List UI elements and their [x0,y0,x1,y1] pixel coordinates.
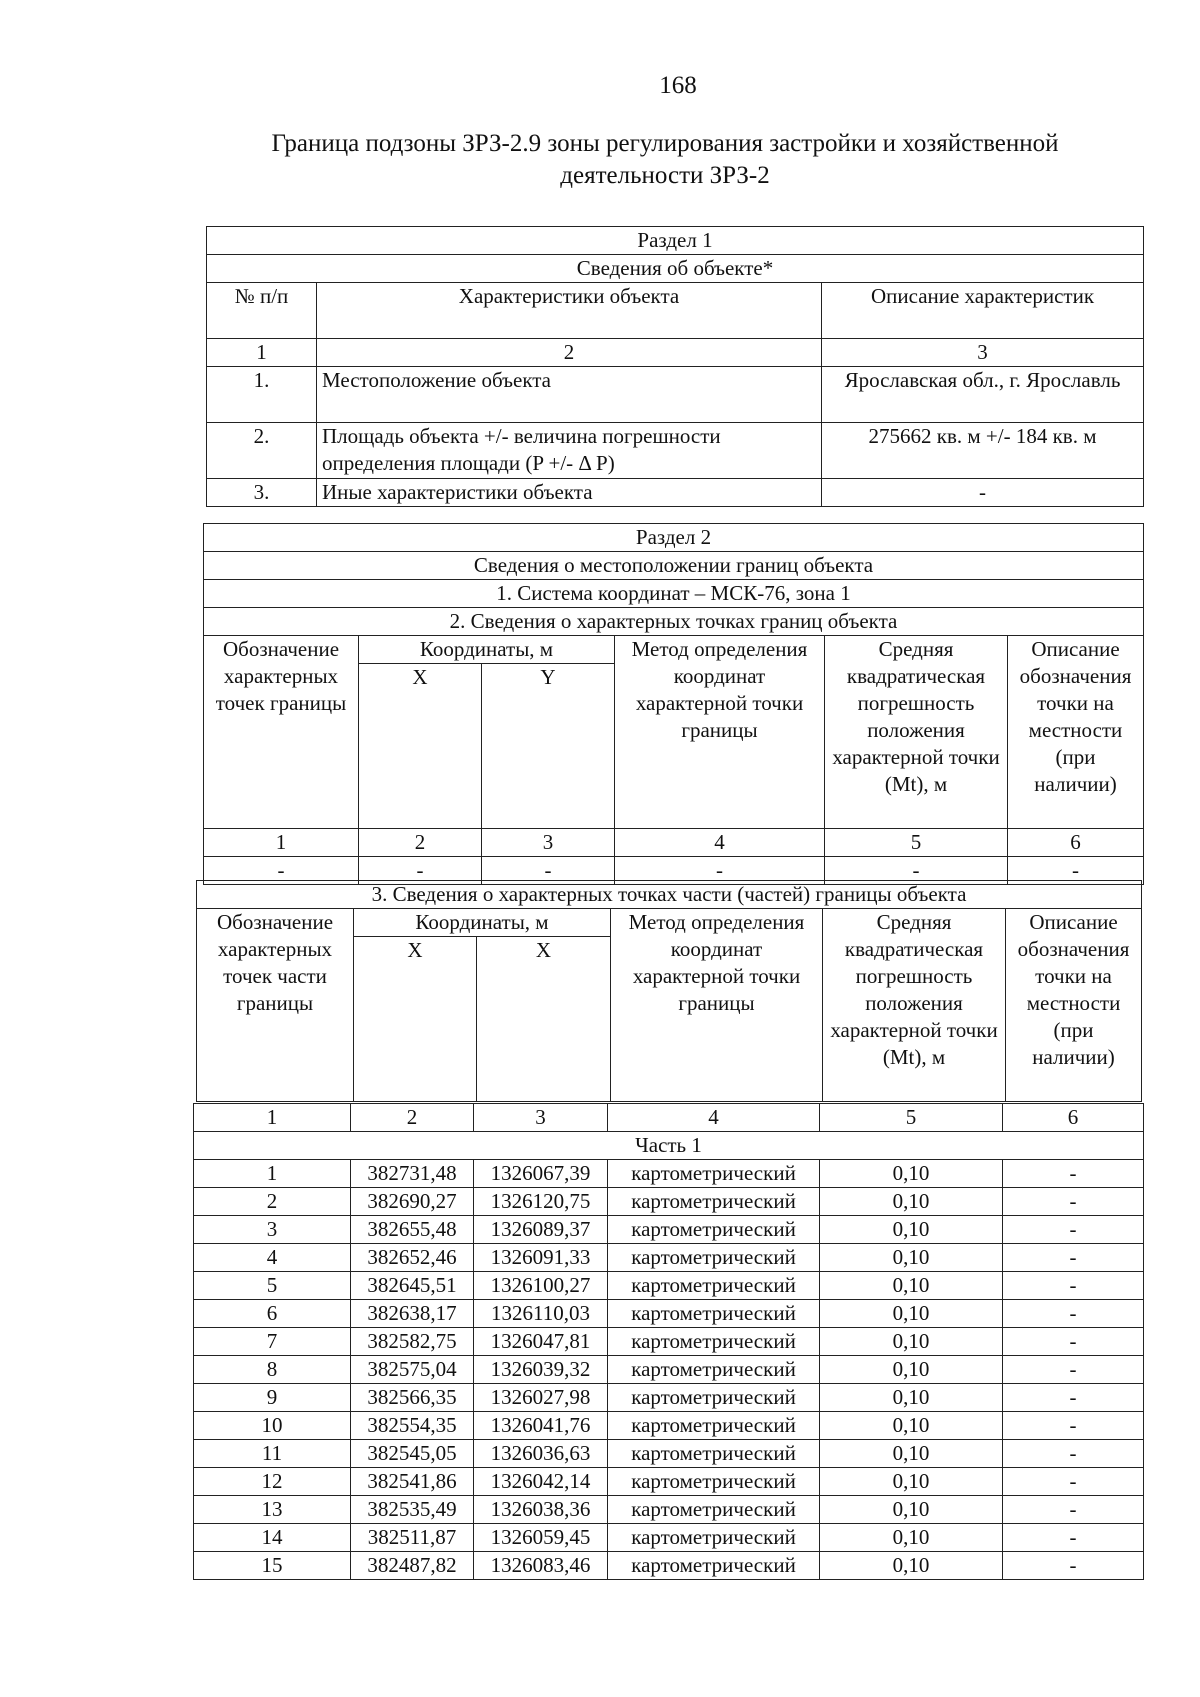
point-mt: 0,10 [820,1356,1003,1384]
point-x: 382731,48 [351,1160,474,1188]
document-title [200,128,1130,192]
part-label: Часть 1 [194,1132,1144,1160]
col-header-x: X [359,664,482,829]
col-number: 3 [822,339,1144,367]
empty-cell: - [825,857,1008,885]
table-row [194,1216,1144,1244]
point-description: - [1003,1524,1144,1552]
title-line-2: деятельности ЗРЗ-2 [560,162,770,189]
table-row [194,1412,1144,1440]
point-method: картометрический [608,1244,820,1272]
point-number: 3 [194,1216,351,1244]
point-mt: 0,10 [820,1496,1003,1524]
point-y: 1326067,39 [474,1160,608,1188]
point-x: 382566,35 [351,1384,474,1412]
section3-heading: 3. Сведения о характерных точках части (частей) границы объекта [197,881,1142,909]
point-mt: 0,10 [820,1300,1003,1328]
point-x: 382645,51 [351,1272,474,1300]
point-number: 2 [194,1188,351,1216]
table-row [194,1272,1144,1300]
point-mt: 0,10 [820,1440,1003,1468]
col-header-point-description: Описание обозначения точки на местности (при наличии) [1008,636,1144,829]
section2-subheading: Сведения о местоположении границ объекта [204,552,1144,580]
table-row [194,1328,1144,1356]
col-header-error: Средняя квадратическая погрешность положения характерной точки (Mt), м [823,909,1006,1102]
point-y: 1326042,14 [474,1468,608,1496]
point-method: картометрический [608,1496,820,1524]
point-x: 382545,05 [351,1440,474,1468]
table-row [194,1384,1144,1412]
coord-system: 1. Система координат – МСК-76, зона 1 [204,580,1144,608]
point-y: 1326036,63 [474,1440,608,1468]
table-row [194,1440,1144,1468]
point-mt: 0,10 [820,1244,1003,1272]
part-boundary-header-table [196,880,1142,1102]
empty-cell: - [204,857,359,885]
point-x: 382655,48 [351,1216,474,1244]
point-y: 1326100,27 [474,1272,608,1300]
point-number: 8 [194,1356,351,1384]
point-number: 1 [194,1160,351,1188]
point-number: 6 [194,1300,351,1328]
row-num: 2. [207,423,317,479]
point-description: - [1003,1160,1144,1188]
point-method: картометрический [608,1440,820,1468]
point-x: 382535,49 [351,1496,474,1524]
col-number: 2 [351,1104,474,1132]
point-x: 382554,35 [351,1412,474,1440]
empty-cell: - [359,857,482,885]
point-description: - [1003,1412,1144,1440]
point-number: 12 [194,1468,351,1496]
point-x: 382582,75 [351,1328,474,1356]
table-row [194,1468,1144,1496]
table-row [194,1552,1144,1580]
point-y: 1326083,46 [474,1552,608,1580]
col-number: 1 [204,829,359,857]
object-info-table [206,226,1144,507]
point-method: картометрический [608,1524,820,1552]
col-number: 1 [194,1104,351,1132]
point-method: картометрический [608,1384,820,1412]
point-method: картометрический [608,1412,820,1440]
col-number: 2 [317,339,822,367]
point-number: 7 [194,1328,351,1356]
point-number: 15 [194,1552,351,1580]
point-mt: 0,10 [820,1160,1003,1188]
point-x: 382511,87 [351,1524,474,1552]
col-number: 6 [1008,829,1144,857]
col-number: 3 [474,1104,608,1132]
row-name: Местоположение объекта [317,367,822,423]
point-mt: 0,10 [820,1328,1003,1356]
point-description: - [1003,1328,1144,1356]
col-number: 3 [482,829,615,857]
col-number: 5 [820,1104,1003,1132]
point-number: 4 [194,1244,351,1272]
col-number: 2 [359,829,482,857]
col-header-coords: Координаты, м [354,909,611,937]
empty-cell: - [1008,857,1144,885]
point-x: 382487,82 [351,1552,474,1580]
point-description: - [1003,1188,1144,1216]
point-x: 382652,46 [351,1244,474,1272]
col-number: 6 [1003,1104,1144,1132]
point-y: 1326041,76 [474,1412,608,1440]
point-mt: 0,10 [820,1384,1003,1412]
point-mt: 0,10 [820,1412,1003,1440]
boundary-info-table [203,523,1144,885]
table-row [194,1496,1144,1524]
table-row [194,1160,1144,1188]
point-y: 1326120,75 [474,1188,608,1216]
col-header-error: Средняя квадратическая погрешность положения характерной точки (Mt), м [825,636,1008,829]
point-method: картометрический [608,1300,820,1328]
point-description: - [1003,1300,1144,1328]
empty-cell: - [615,857,825,885]
point-mt: 0,10 [820,1468,1003,1496]
table-row [194,1300,1144,1328]
point-number: 5 [194,1272,351,1300]
point-number: 14 [194,1524,351,1552]
point-description: - [1003,1552,1144,1580]
point-mt: 0,10 [820,1524,1003,1552]
point-method: картометрический [608,1188,820,1216]
col-header-y: Y [482,664,615,829]
point-method: картометрический [608,1356,820,1384]
point-number: 11 [194,1440,351,1468]
point-description: - [1003,1356,1144,1384]
point-y: 1326059,45 [474,1524,608,1552]
point-x: 382690,27 [351,1188,474,1216]
point-method: картометрический [608,1552,820,1580]
empty-cell: - [482,857,615,885]
table-row [194,1244,1144,1272]
point-method: картометрический [608,1160,820,1188]
point-x: 382638,17 [351,1300,474,1328]
section1-heading: Раздел 1 [207,227,1144,255]
point-number: 9 [194,1384,351,1412]
point-number: 10 [194,1412,351,1440]
point-mt: 0,10 [820,1216,1003,1244]
page-number: 168 [659,72,697,99]
row-value: - [822,479,1144,507]
row-name: Площадь объекта +/- величина погрешности определения площади (P +/- Δ P) [317,423,822,479]
point-y: 1326047,81 [474,1328,608,1356]
section2-heading: Раздел 2 [204,524,1144,552]
col-header-characteristics: Характеристики объекта [317,283,822,339]
point-y: 1326027,98 [474,1384,608,1412]
title-line-1: Граница подзоны ЗРЗ-2.9 зоны регулирования застройки и хозяйственной [271,130,1059,157]
point-mt: 0,10 [820,1272,1003,1300]
table-row [194,1188,1144,1216]
point-y: 1326039,32 [474,1356,608,1384]
row-name: Иные характеристики объекта [317,479,822,507]
point-description: - [1003,1468,1144,1496]
row-value: 275662 кв. м +/- 184 кв. м [822,423,1144,479]
row-value: Ярославская обл., г. Ярославль [822,367,1144,423]
point-method: картометрический [608,1468,820,1496]
table-row [194,1356,1144,1384]
col-header-y: X [477,937,611,1102]
point-x: 382575,04 [351,1356,474,1384]
col-header-num: № п/п [207,283,317,339]
table-row [194,1524,1144,1552]
col-header-point-description: Описание обозначения точки на местности (при наличии) [1006,909,1142,1102]
section1-subheading: Сведения об объекте* [207,255,1144,283]
col-header-designation: Обозначение характерных точек части границы [197,909,354,1102]
point-y: 1326110,03 [474,1300,608,1328]
col-header-coords: Координаты, м [359,636,615,664]
col-header-description: Описание характеристик [822,283,1144,339]
point-y: 1326038,36 [474,1496,608,1524]
row-num: 1. [207,367,317,423]
point-description: - [1003,1384,1144,1412]
points-heading: 2. Сведения о характерных точках границ объекта [204,608,1144,636]
part-points-table [193,1103,1144,1580]
point-description: - [1003,1244,1144,1272]
point-description: - [1003,1440,1144,1468]
point-y: 1326089,37 [474,1216,608,1244]
point-description: - [1003,1272,1144,1300]
row-num: 3. [207,479,317,507]
col-header-method: Метод определения координат характерной точки границы [611,909,823,1102]
point-method: картометрический [608,1216,820,1244]
col-header-method: Метод определения координат характерной точки границы [615,636,825,829]
point-description: - [1003,1216,1144,1244]
col-number: 4 [608,1104,820,1132]
col-number: 1 [207,339,317,367]
col-number: 4 [615,829,825,857]
col-number: 5 [825,829,1008,857]
point-mt: 0,10 [820,1188,1003,1216]
col-header-x: X [354,937,477,1102]
point-method: картометрический [608,1272,820,1300]
col-header-designation: Обозначение характерных точек границы [204,636,359,829]
point-method: картометрический [608,1328,820,1356]
point-description: - [1003,1496,1144,1524]
point-mt: 0,10 [820,1552,1003,1580]
point-y: 1326091,33 [474,1244,608,1272]
point-x: 382541,86 [351,1468,474,1496]
point-number: 13 [194,1496,351,1524]
